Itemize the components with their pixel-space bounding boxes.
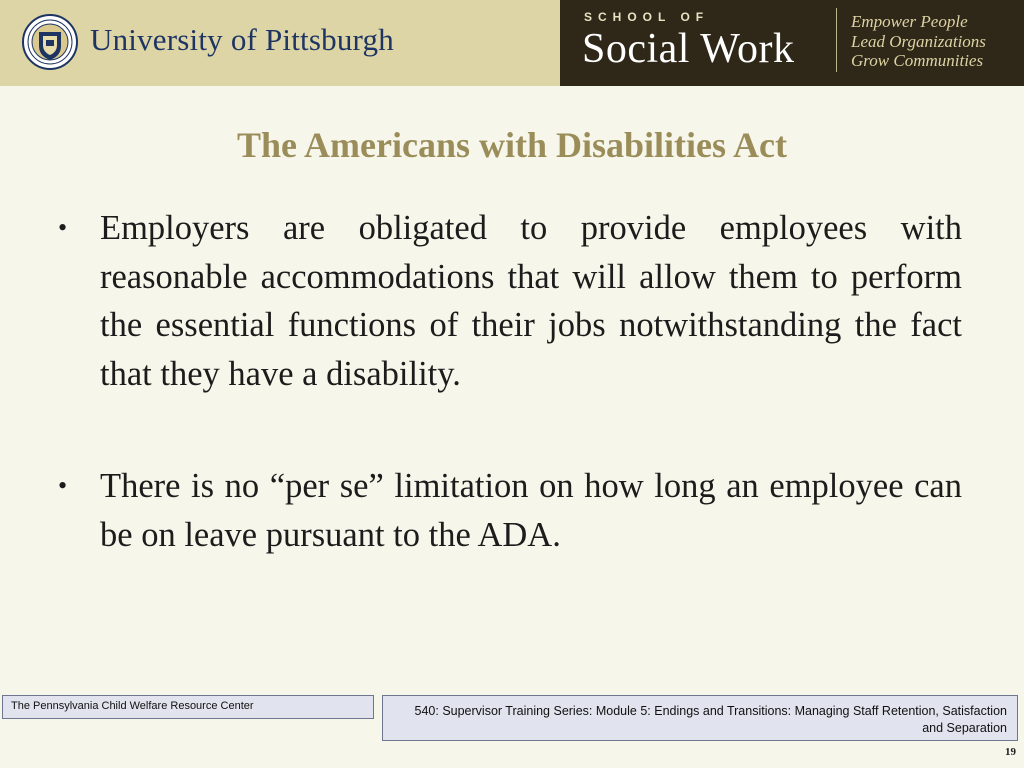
tagline-line-1: Empower People bbox=[851, 12, 968, 31]
school-label-small: SCHOOL OF bbox=[584, 10, 710, 24]
school-label-large: Social Work bbox=[582, 26, 795, 72]
university-name: University of Pittsburgh bbox=[90, 22, 394, 57]
bullet-item bbox=[58, 462, 962, 559]
bullet-dot-icon: • bbox=[58, 471, 68, 500]
footer-course-title: 540: Supervisor Training Series: Module 5: Endings and Transitions: Managing Staff Retention, Satisfaction and Separation bbox=[414, 704, 1007, 735]
slide-header bbox=[0, 0, 1024, 86]
bullet-text: There is no “per se” limitation on how long an employee can be on leave pursuant to the ADA. bbox=[100, 467, 962, 554]
university-banner bbox=[0, 0, 560, 86]
header-divider bbox=[836, 8, 837, 72]
footer-organization: The Pennsylvania Child Welfare Resource Center bbox=[11, 700, 254, 712]
university-seal-icon bbox=[22, 12, 78, 72]
slide-title: The Americans with Disabilities Act bbox=[237, 125, 787, 165]
page-number: 19 bbox=[1005, 746, 1016, 758]
bullet-item bbox=[58, 204, 962, 398]
tagline-line-2: Lead Organizations bbox=[851, 32, 986, 51]
tagline-line-3: Grow Communities bbox=[851, 51, 984, 70]
bullet-text: Employers are obligated to provide employees with reasonable accommodations that will allow them to perform the essential functions of their jobs notwithstanding the fact that they have a disability. bbox=[100, 209, 962, 393]
footer-course-box bbox=[382, 695, 1018, 741]
footer-organization-box bbox=[2, 695, 374, 719]
bullet-dot-icon: • bbox=[58, 213, 68, 242]
bullet-list bbox=[58, 204, 962, 559]
